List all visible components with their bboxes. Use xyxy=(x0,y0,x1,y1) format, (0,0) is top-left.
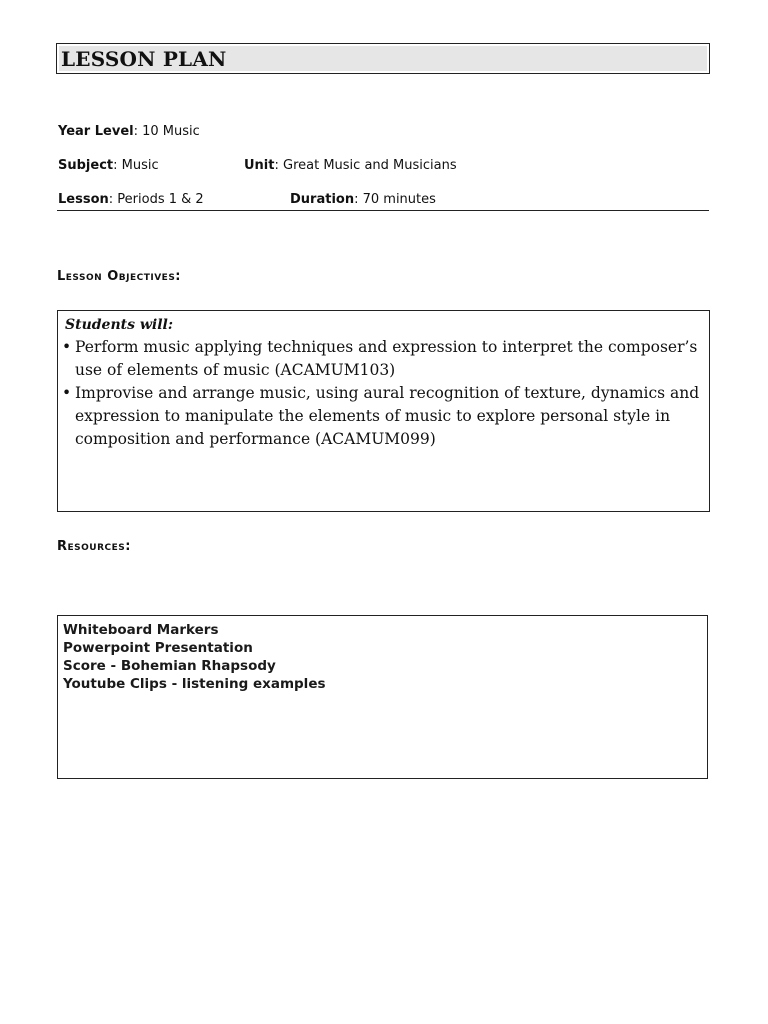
duration-label: Duration xyxy=(290,192,355,207)
objectives-heading: Lesson Objectives: xyxy=(57,269,181,284)
objectives-lead: Students will: xyxy=(65,317,174,333)
lesson-plan-title-box xyxy=(56,43,710,74)
objective-text: Perform music applying techniques and expression to interpret the composer’s use of elements of music (ACAMUM103) xyxy=(75,338,698,379)
year-level-field: Year Level: 10 Music xyxy=(58,124,200,139)
duration-field: Duration: 70 minutes xyxy=(290,192,436,207)
resource-item: Powerpoint Presentation xyxy=(63,640,253,656)
objectives-box xyxy=(57,310,710,512)
resources-list xyxy=(63,621,326,693)
year-level-value: 10 Music xyxy=(142,124,200,139)
unit-field: Unit: Great Music and Musicians xyxy=(244,158,457,173)
unit-label: Unit xyxy=(244,158,275,173)
details-divider xyxy=(57,210,709,211)
resource-item: Score - Bohemian Rhapsody xyxy=(63,658,276,674)
lesson-value: Periods 1 & 2 xyxy=(117,192,204,207)
objective-item xyxy=(62,336,702,382)
subject-value: Music xyxy=(121,158,159,173)
resource-item: Youtube Clips - listening examples xyxy=(63,676,326,692)
resource-item: Whiteboard Markers xyxy=(63,622,219,638)
objective-text: Improvise and arrange music, using aural recognition of texture, dynamics and expression to manipulate the elements of music to explore personal style in composition and performance (ACAMUM099) xyxy=(75,384,700,448)
lesson-field: Lesson: Periods 1 & 2 xyxy=(58,192,204,207)
lesson-label: Lesson xyxy=(58,192,109,207)
page-title: LESSON PLAN xyxy=(61,47,227,71)
resources-box xyxy=(57,615,708,779)
subject-label: Subject xyxy=(58,158,114,173)
bullet-icon: • xyxy=(62,338,72,356)
unit-value: Great Music and Musicians xyxy=(283,158,457,173)
bullet-icon: • xyxy=(62,384,72,402)
resources-heading: Resources: xyxy=(57,539,131,554)
duration-value: 70 minutes xyxy=(362,192,436,207)
subject-field: Subject: Music xyxy=(58,158,159,173)
year-level-label: Year Level xyxy=(58,124,134,139)
objective-item xyxy=(62,382,702,451)
